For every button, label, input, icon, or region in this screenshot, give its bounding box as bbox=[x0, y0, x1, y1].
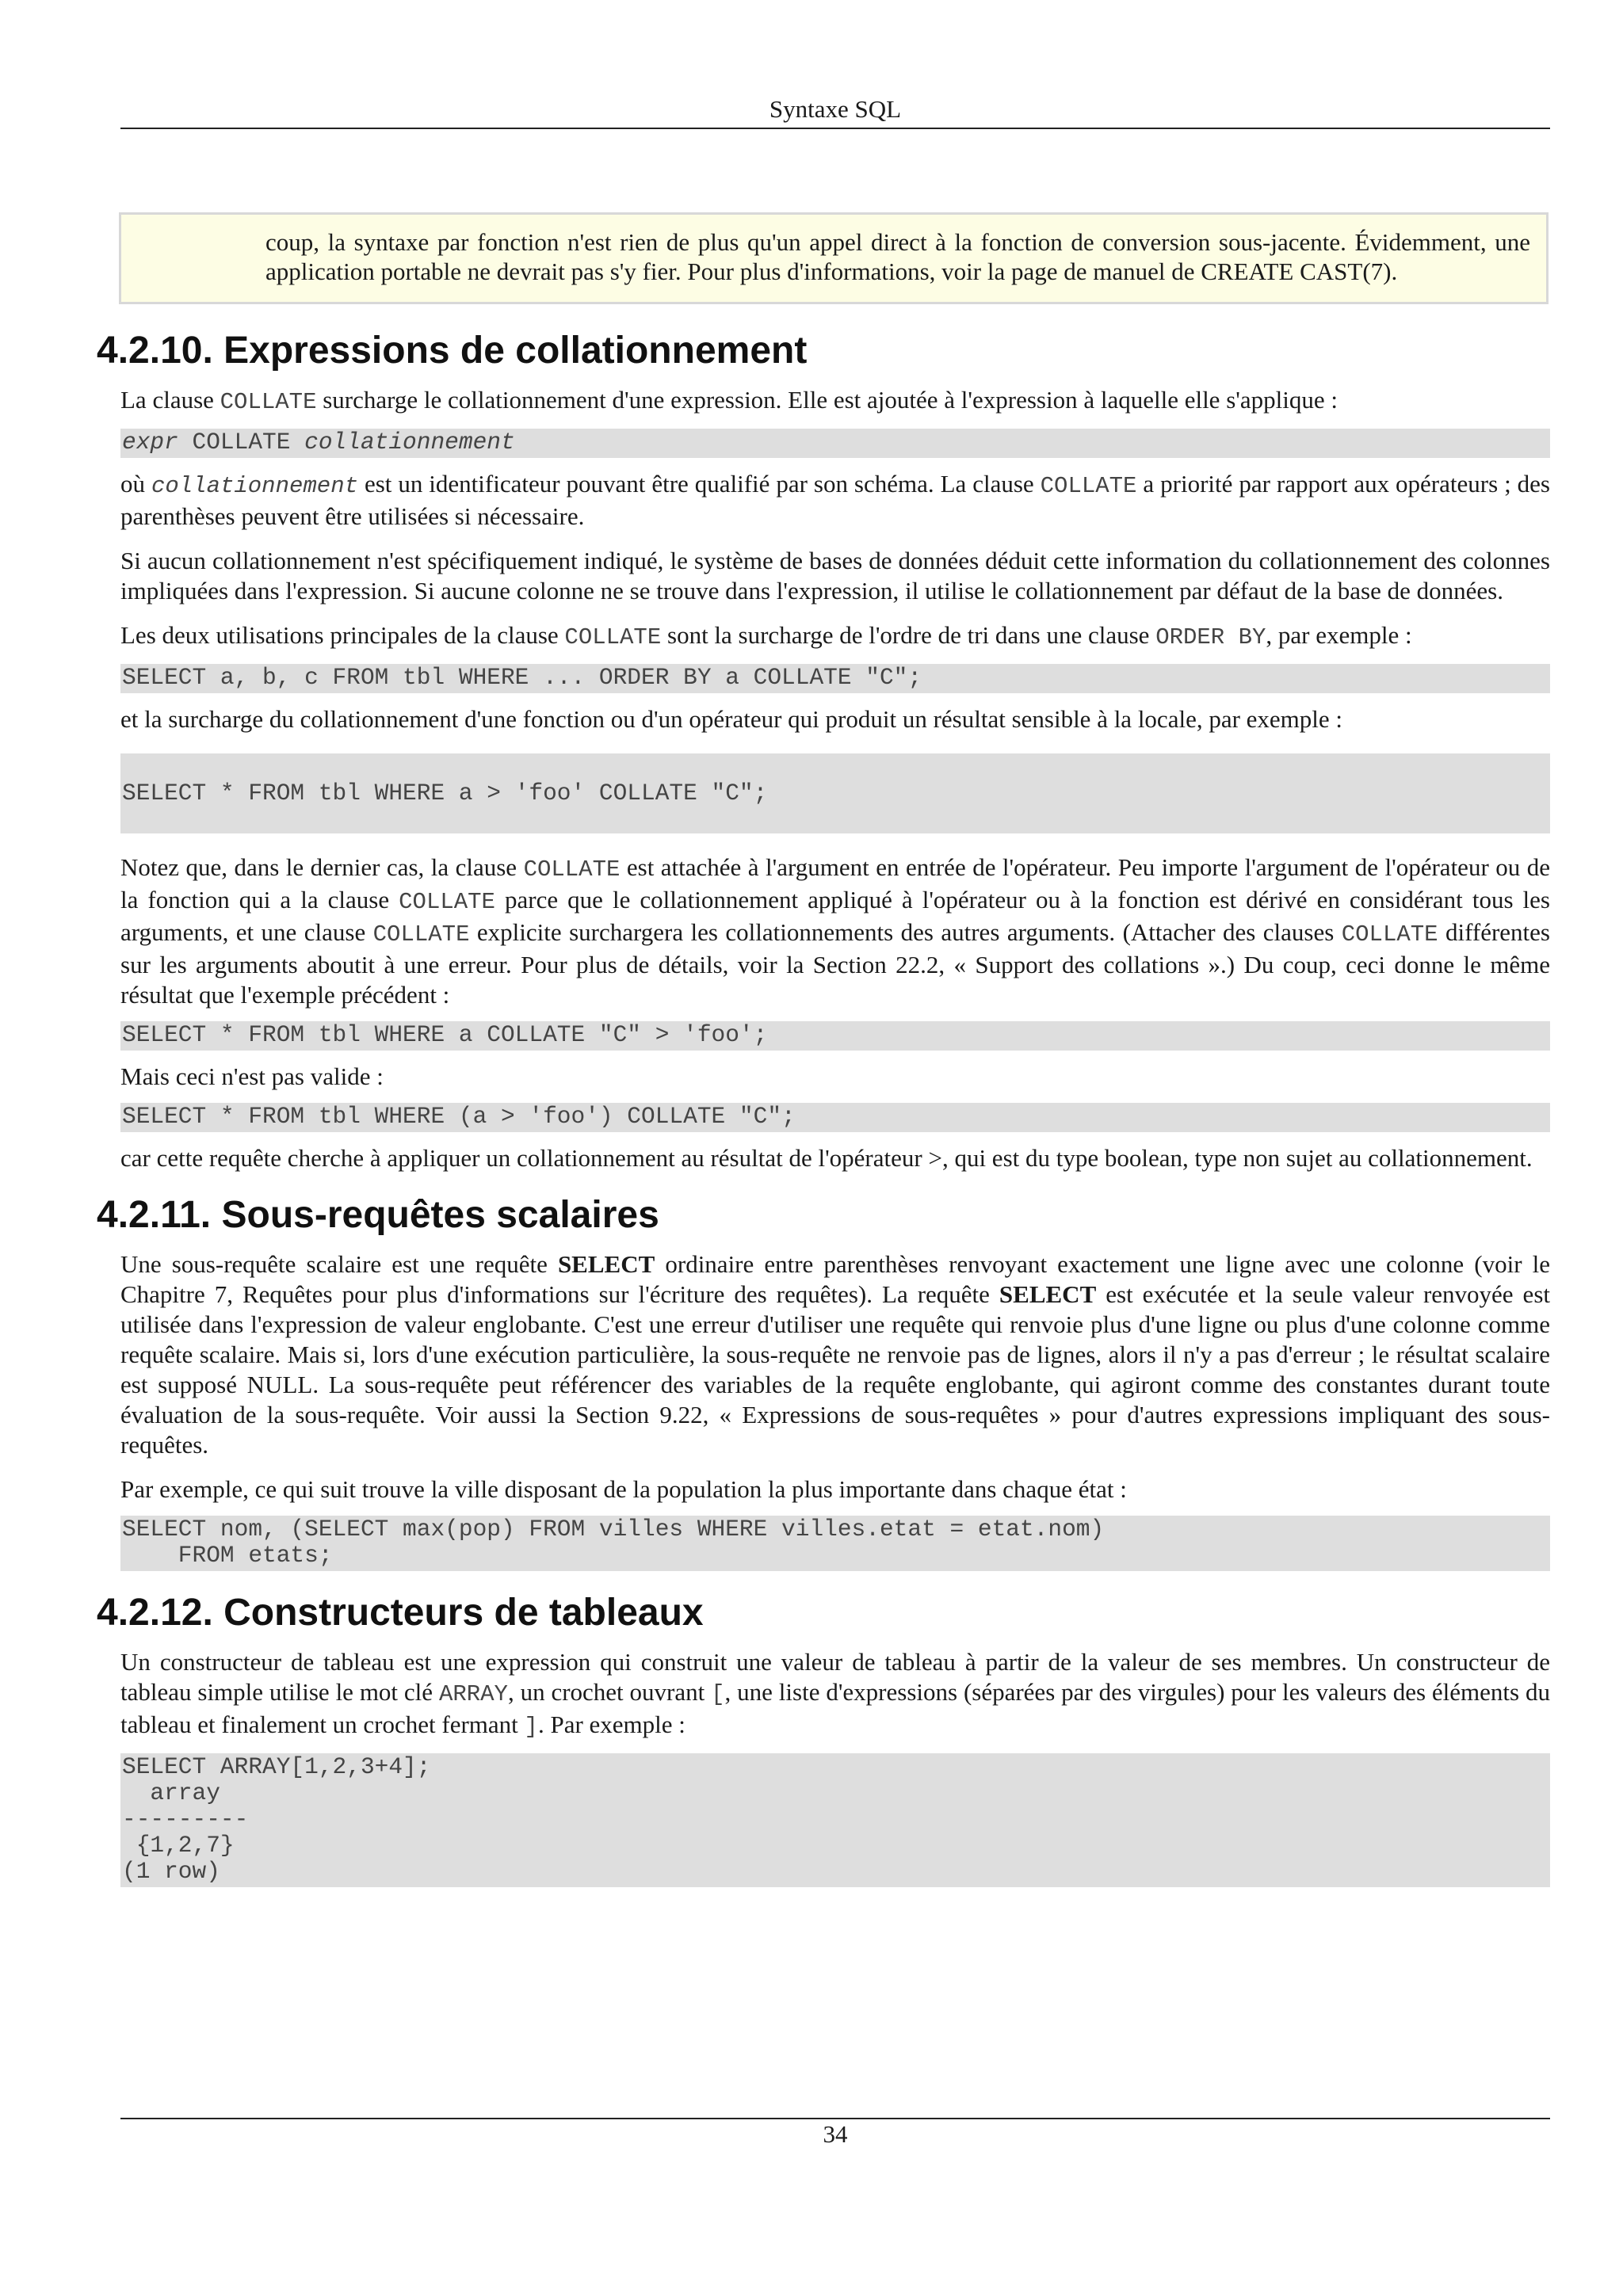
paragraph: Si aucun collationnement n'est spécifiquement indiqué, le système de bases de données déduit cette information du collationnement des colonnes impliquées dans l'expression. Si aucune colonne ne se trouve dans l'expression, il utilise le collationnement par défaut de la base de données. bbox=[120, 547, 1550, 605]
section-heading-4-2-10: 4.2.10. Expressions de collationnement bbox=[97, 330, 808, 372]
paragraph: La clause COLLATE surcharge le collationnement d'une expression. Elle est ajoutée à l'expression à laquelle elle s'applique : bbox=[120, 386, 1338, 415]
inline-code: [ bbox=[711, 1681, 725, 1707]
header-rule bbox=[120, 128, 1550, 129]
paragraph: Une sous-requête scalaire est une requête SELECT ordinaire entre parenthèses renvoyant exactement une ligne avec une colonne (voir le Chapitre 7, Requêtes pour plus d'informations sur l'écriture des requêtes). La requête SELECT est exécutée et la seule valeur renvoyée est utilisée dans l'expression de valeur englobante. C'est une erreur d'utiliser une requête qui renvoie plus d'une ligne ou plus d'une colonne comme requête scalaire. Mais si, lors d'une exécution particulière, la sous-requête ne renvoie pas de lignes, alors il n'y a pas d'erreur ; le résultat scalaire est supposé NULL. La sous-requête peut référencer des variables de la requête englobante, qui agiront comme des constantes durant toute évaluation de la sous-requête. Voir aussi la Section 9.22, « Expressions de sous-requêtes » pour d'autres expressions impliquant des sous-requêtes. bbox=[120, 1250, 1550, 1459]
inline-code: COLLATE bbox=[372, 921, 470, 948]
inline-code: ] bbox=[524, 1714, 538, 1740]
inline-code: COLLATE bbox=[220, 389, 317, 415]
code-block: SELECT nom, (SELECT max(pop) FROM villes WHERE villes.etat = etat.nom) FROM etats; bbox=[120, 1516, 1550, 1571]
page-content bbox=[97, 212, 1550, 1887]
inline-code: COLLATE bbox=[564, 624, 662, 650]
code-block-syntax: expr COLLATE collationnement bbox=[120, 429, 1550, 458]
inline-code: COLLATE bbox=[399, 889, 495, 915]
paragraph: Un constructeur de tableau est une expression qui construit une valeur de tableau à partir de la valeur de ses membres. Un constructeur de tableau simple utilise le mot clé ARRAY, un crochet ouvrant [, une liste d'expressions (séparées par des virgules) pour les valeurs des éléments du tableau et finalement un crochet fermant ]. Par exemple : bbox=[120, 1648, 1550, 1740]
note-text: coup, la syntaxe par fonction n'est rien de plus qu'un appel direct à la fonction de conversion sous-jacente. Évidemment, une application portable ne devrait pas s'y fier. Pour plus d'informations, voir la page de manuel de CREATE CAST(7). bbox=[265, 228, 1530, 285]
paragraph: car cette requête cherche à appliquer un collationnement au résultat de l'opérateur >, qui est du type boolean, type non sujet au collationnement. bbox=[120, 1144, 1533, 1172]
page-number: 34 bbox=[823, 2120, 848, 2148]
note-box bbox=[119, 212, 1549, 304]
section-heading-4-2-12: 4.2.12. Constructeurs de tableaux bbox=[97, 1592, 704, 1634]
code-block: SELECT * FROM tbl WHERE (a > 'foo') COLLATE "C"; bbox=[120, 1103, 1550, 1132]
paragraph: où collationnement est un identificateur pouvant être qualifié par son schéma. La clause COLLATE a priorité par rapport aux opérateurs ; des parenthèses peuvent être utilisées si nécessaire. bbox=[120, 470, 1550, 530]
inline-code: ARRAY bbox=[438, 1681, 508, 1707]
running-header: Syntaxe SQL bbox=[769, 95, 902, 123]
inline-code: ORDER BY bbox=[1155, 624, 1266, 650]
code-block: SELECT a, b, c FROM tbl WHERE ... ORDER BY a COLLATE "C"; bbox=[120, 664, 1550, 693]
code-block: SELECT * FROM tbl WHERE a COLLATE "C" > 'foo'; bbox=[120, 1021, 1550, 1051]
inline-code: COLLATE bbox=[1341, 921, 1438, 948]
code-block: SELECT ARRAY[1,2,3+4]; array --------- {1,2,7} (1 row) bbox=[120, 1753, 1550, 1887]
inline-code: collationnement bbox=[151, 473, 358, 499]
paragraph: Notez que, dans le dernier cas, la clause COLLATE est attachée à l'argument en entrée de l'opérateur. Peu importe l'argument de l'opérateur ou de la fonction qui a la clause COLLATE parce que le collationnement appliqué à l'opérateur ou à la fonction est dérivé en considérant tous les arguments, et une clause COLLATE explicite surchargera les collationnements des autres arguments. (Attacher des clauses COLLATE différentes sur les arguments aboutit à une erreur. Pour plus de détails, voir la Section 22.2, « Support des collations ».) Du coup, ceci donne le même résultat que l'exemple précédent : bbox=[120, 853, 1550, 1009]
inline-code: COLLATE bbox=[1040, 473, 1137, 499]
paragraph: et la surcharge du collationnement d'une fonction ou d'un opérateur qui produit un résultat sensible à la locale, par exemple : bbox=[120, 705, 1343, 733]
inline-code: COLLATE bbox=[523, 856, 621, 883]
inline-keyword: SELECT bbox=[557, 1250, 655, 1278]
inline-keyword: SELECT bbox=[999, 1280, 1097, 1308]
paragraph: Par exemple, ce qui suit trouve la ville disposant de la population la plus importante dans chaque état : bbox=[120, 1475, 1127, 1503]
code-block: SELECT * FROM tbl WHERE a > 'foo' COLLATE "C"; bbox=[120, 753, 1550, 833]
section-heading-4-2-11: 4.2.11. Sous-requêtes scalaires bbox=[97, 1194, 659, 1236]
paragraph: Les deux utilisations principales de la clause COLLATE sont la surcharge de l'ordre de tri dans une clause ORDER BY, par exemple : bbox=[120, 621, 1412, 650]
paragraph: Mais ceci n'est pas valide : bbox=[120, 1062, 384, 1090]
